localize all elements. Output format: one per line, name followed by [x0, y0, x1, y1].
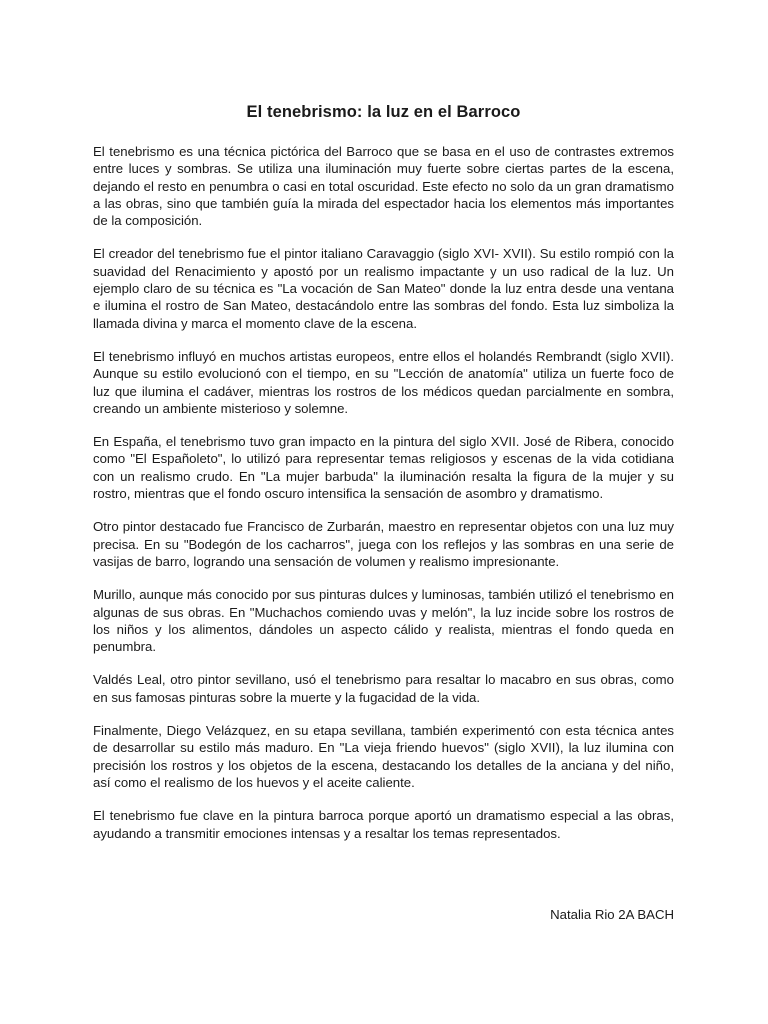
paragraph-caravaggio: El creador del tenebrismo fue el pintor italiano Caravaggio (siglo XVI- XVII). Su estilo rompió con la suavidad del Renacimiento y apostó por un realismo impactante y un uso radical de la luz. Un ejemplo claro de su técnica es "La vocación de San Mateo" donde la luz entra desde una ventana e ilumina el rostro de San Mateo, destacándolo entre las sombras del fondo. Esta luz simboliza la llamada divina y marca el momento clave de la escena. [93, 246, 674, 331]
paragraph-velazquez: Finalmente, Diego Velázquez, en su etapa sevillana, también experimentó con esta técnica antes de desarrollar su estilo más maduro. En "La vieja friendo huevos" (siglo XVII), la luz ilumina con precisión los rostros y los objetos de la escena, destacando los detalles de la anciana y del niño, así como el realismo de los huevos y el aceite caliente. [93, 723, 674, 790]
document-title: El tenebrismo: la luz en el Barroco [246, 103, 521, 121]
paragraph-murillo: Murillo, aunque más conocido por sus pinturas dulces y luminosas, también utilizó el tenebrismo en algunas de sus obras. En "Muchachos comiendo uvas y melón", la luz incide sobre los rostros de los niños y los alimentos, dándoles un aspecto cálido y realista, mientras el fondo queda en penumbra. [93, 587, 674, 655]
paragraph-ribera: En España, el tenebrismo tuvo gran impacto en la pintura del siglo XVII. José de Ribera, conocido como "El Españoleto", lo utilizó para representar temas religiosos y escenas de la vida cotidiana con un realismo crudo. En "La mujer barbuda" la iluminación resalta la figura de la mujer y su rostro, mientras que el fondo oscuro intensifica la sensación de asombro y dramatismo. [93, 434, 674, 502]
paragraph-intro: El tenebrismo es una técnica pictórica del Barroco que se basa en el uso de contrastes extremos entre luces y sombras. Se utiliza una iluminación muy fuerte sobre ciertas partes de la escena, dejando el resto en penumbra o casi en total oscuridad. Este efecto no solo da un gran dramatismo a las obras, sino que también guía la mirada del espectador hacia los elementos más importantes de la composición. [93, 144, 674, 229]
paragraph-valdes-leal: Valdés Leal, otro pintor sevillano, usó el tenebrismo para resaltar lo macabro en sus obras, como en sus famosas pinturas sobre la muerte y la fugacidad de la vida. [93, 672, 674, 705]
author-signature: Natalia Rio 2A BACH [550, 907, 674, 922]
paragraph-zurbaran: Otro pintor destacado fue Francisco de Zurbarán, maestro en representar objetos con una luz muy precisa. En su "Bodegón de los cacharros", juega con los reflejos y las sombras en una serie de vasijas de barro, logrando una sensación de volumen y realismo impresionante. [93, 519, 674, 569]
paragraph-conclusion: El tenebrismo fue clave en la pintura barroca porque aportó un dramatismo especial a las obras, ayudando a transmitir emociones intensas y a resaltar los temas representados. [93, 808, 674, 841]
paragraph-rembrandt: El tenebrismo influyó en muchos artistas europeos, entre ellos el holandés Rembrandt (siglo XVII). Aunque su estilo evolucionó con el tiempo, en su "Lección de anatomía" utiliza un fuerte foco de luz que ilumina el cadáver, mientras los rostros de los médicos quedan parcialmente en sombra, creando un ambiente misterioso y solemne. [93, 348, 674, 416]
